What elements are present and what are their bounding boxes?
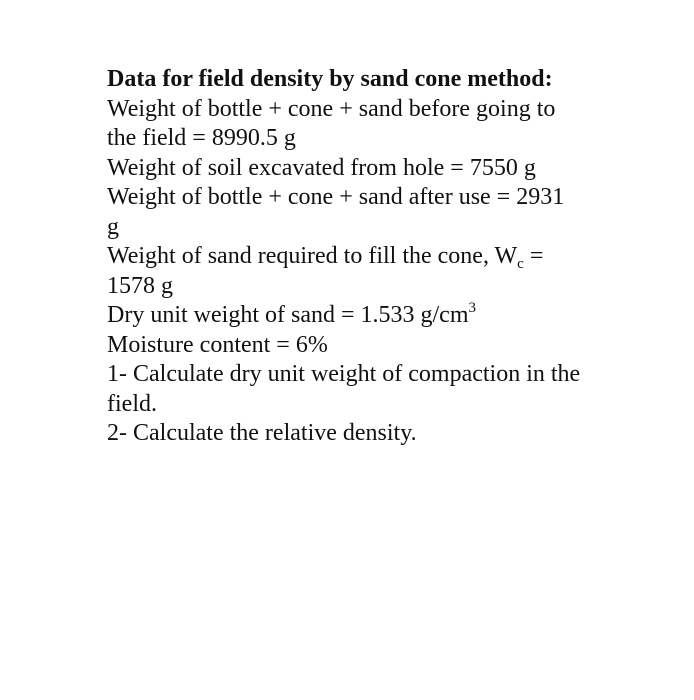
- dry-unit-weight-line: [107, 301, 607, 331]
- dry-unit-weight-superscript: 3: [468, 300, 476, 316]
- document-title: Data for field density by sand cone method:: [107, 66, 553, 92]
- question-2-line: 2- Calculate the relative density.: [107, 420, 417, 446]
- question-1-line-2: field.: [107, 390, 157, 417]
- sand-cone-line: [107, 242, 607, 272]
- problem-statement: [107, 65, 607, 449]
- moisture-content-line: Moisture content = 6%: [107, 331, 328, 358]
- bottle-before-line-1: Weight of bottle + cone + sand before going to: [107, 95, 556, 122]
- bottle-after-line-2: g: [107, 213, 119, 240]
- dry-unit-weight-text: Dry unit weight of sand = 1.533 g/cm: [107, 302, 469, 328]
- question-1-line-1: 1- Calculate dry unit weight of compaction in the: [107, 361, 581, 387]
- bottle-after-line-1: Weight of bottle + cone + sand after use = 2931: [107, 184, 565, 210]
- bottle-before-line-2: the field = 8990.5 g: [107, 125, 296, 151]
- sand-cone-subscript: c: [517, 256, 524, 272]
- soil-excavated-line: Weight of soil excavated from hole = 7550 g: [107, 154, 536, 181]
- sand-cone-suffix: =: [523, 243, 544, 269]
- sand-cone-prefix: Weight of sand required to fill the cone, W: [107, 243, 518, 269]
- sand-cone-value-line: 1578 g: [107, 272, 173, 299]
